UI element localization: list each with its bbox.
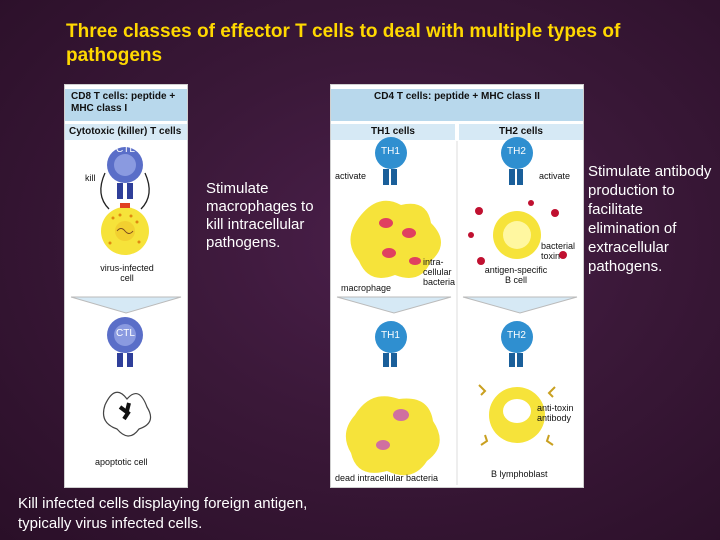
callout-kill-infected: Kill infected cells displaying foreign antigen, typically virus infected cells. bbox=[18, 495, 308, 532]
th2-label: TH2 bbox=[507, 146, 526, 157]
cd8-subheader: Cytotoxic (killer) T cells bbox=[65, 123, 187, 140]
cd4-panel bbox=[330, 84, 584, 488]
ctl-label: CTL bbox=[116, 144, 135, 155]
callout-macrophages: Stimulate macrophages to kill intracellular pathogens. bbox=[206, 180, 314, 251]
cd4-header: CD4 T cells: peptide + MHC class II bbox=[331, 89, 583, 121]
ctl-label-lower: CTL bbox=[116, 328, 135, 339]
th2-label-lower: TH2 bbox=[507, 330, 526, 341]
callout-antibody: Stimulate antibody production to facilitate elimination of extracellular pathogens. bbox=[588, 163, 712, 275]
apoptotic-label: apoptotic cell bbox=[95, 457, 148, 467]
antigen-b-cell-label: antigen-specific B cell bbox=[484, 265, 548, 285]
antitoxin-label: anti-toxin antibody bbox=[537, 403, 574, 423]
th1-label-lower: TH1 bbox=[381, 330, 400, 341]
activate-label-th2: activate bbox=[539, 171, 571, 181]
kill-label: kill bbox=[85, 173, 96, 183]
activate-label-th1: activate bbox=[335, 171, 367, 181]
th1-header: TH1 cells bbox=[331, 123, 455, 140]
th2-header: TH2 cells bbox=[459, 123, 583, 140]
activated-macrophage bbox=[346, 396, 440, 475]
macrophage-label: macrophage bbox=[341, 283, 392, 293]
cd8-header: CD8 T cells: peptide + MHC class I bbox=[65, 89, 187, 121]
cd8-panel bbox=[64, 84, 188, 488]
virus-infected-label: virus-infected cell bbox=[100, 263, 154, 283]
dead-bacteria-label: dead intracellular bacteria bbox=[335, 473, 439, 483]
bacterial-toxin-label: bacterial toxin bbox=[541, 241, 576, 261]
slide-title: Three classes of effector T cells to deal with multiple types of pathogens bbox=[66, 21, 621, 66]
th1-label: TH1 bbox=[381, 146, 400, 157]
b-lymphoblast-label: B lymphoblast bbox=[491, 469, 548, 479]
intracellular-bacteria-label: intra- cellular bacteria bbox=[423, 257, 456, 287]
